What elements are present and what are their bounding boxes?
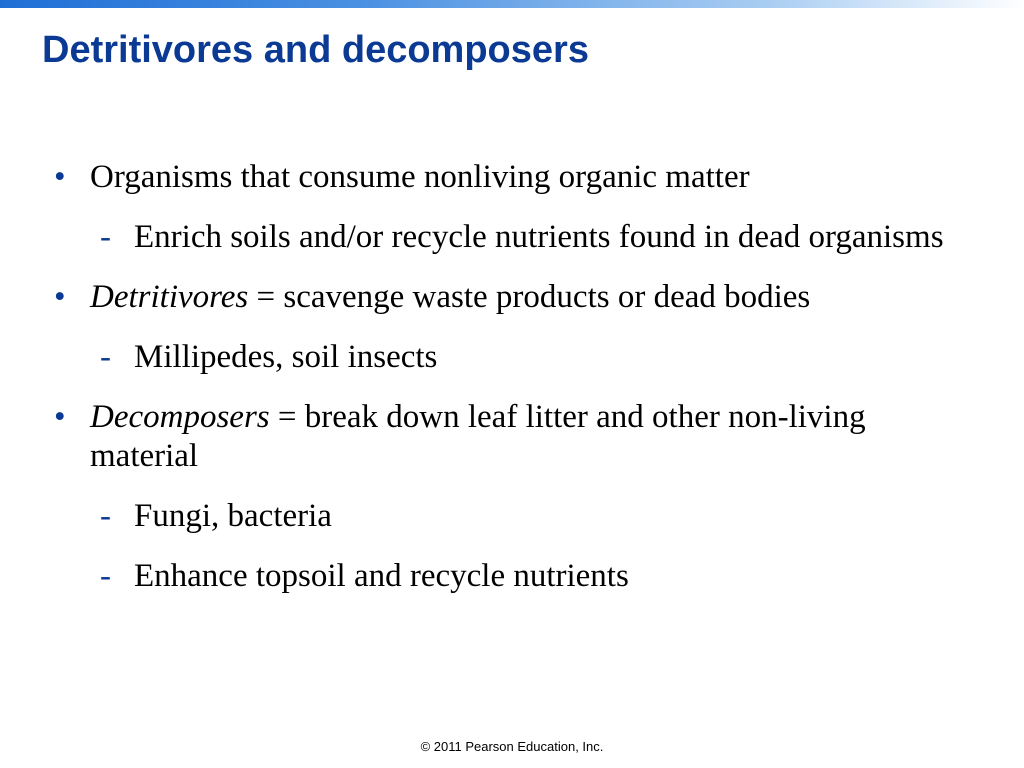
- bullet-text: [90, 278, 978, 317]
- bullet-mark: •: [54, 279, 66, 315]
- sub-bullet-text: Fungi, bacteria: [134, 498, 332, 534]
- bullet-mark: •: [54, 399, 66, 435]
- sub-bullet-mark: -: [100, 498, 111, 534]
- slide-title: Detritivores and decomposers: [42, 29, 589, 71]
- sub-bullet-item: [100, 338, 978, 377]
- sub-bullet-mark: -: [100, 558, 111, 594]
- sub-bullet-mark: -: [100, 219, 111, 255]
- bullet-text: [90, 398, 978, 476]
- bullet-item: [48, 278, 978, 317]
- term-detritivores: Detritivores: [90, 279, 249, 315]
- sub-bullet-text: Enhance topsoil and recycle nutrients: [134, 558, 629, 594]
- sub-bullet-mark: -: [100, 339, 111, 375]
- definition-detritivores: = scavenge waste products or dead bodies: [248, 279, 811, 315]
- slide-body: [48, 158, 978, 617]
- bullet-mark: •: [54, 159, 66, 195]
- sub-bullet-text: Millipedes, soil insects: [134, 339, 438, 375]
- bullet-item: [48, 398, 978, 476]
- bullet-text: Organisms that consume nonliving organic matter: [90, 159, 750, 195]
- term-decomposers: Decomposers: [90, 399, 270, 435]
- sub-bullet-text: Enrich soils and/or recycle nutrients found in dead organisms: [134, 219, 944, 255]
- header-gradient-bar: [0, 0, 1024, 8]
- sub-bullet-item: [100, 557, 978, 596]
- copyright-footer: © 2011 Pearson Education, Inc.: [420, 739, 604, 754]
- sub-bullet-item: [100, 218, 978, 257]
- sub-bullet-item: [100, 497, 978, 536]
- bullet-item: [48, 158, 978, 197]
- definition-decomposers: = break down leaf litter and other non-living material: [90, 399, 866, 474]
